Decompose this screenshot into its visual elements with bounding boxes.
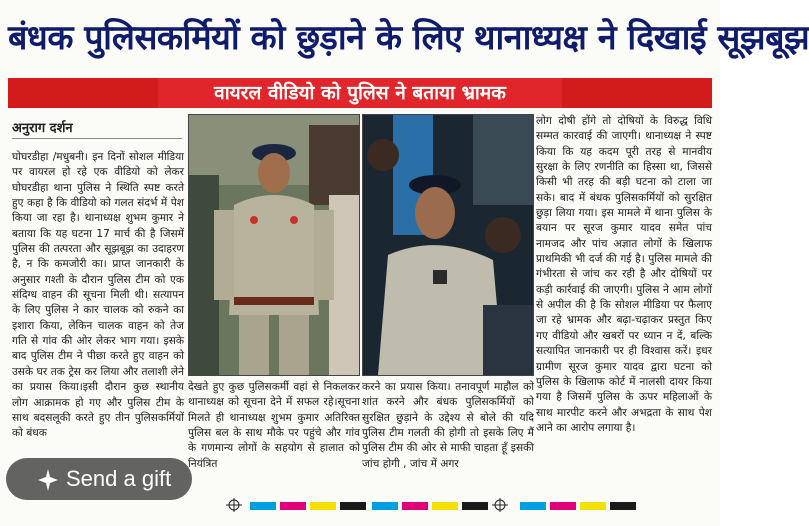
byline-rule <box>12 138 182 139</box>
registration-mark-magenta-2 <box>402 502 428 510</box>
registration-mark-yellow <box>310 502 336 510</box>
column-4-text: लोग दोषी होंगे तो दोषियों के विरुद्ध विधि सम्मत कारवाई की जाएगी। थानाध्यक्ष ने स्पष्ट किया कि यह कदम पूरी तरह से मानवीय सुरक्षा के लिए रणनीति का हिस्सा था, जिससे किसी भी तरह की बड़ी घटना को टाला जा सके। बाद में बंधक पुलिसकर्मियों को सुरक्षित छुड़ा लिया गया। इस मामले में थाना पुलिस के बयान पर सूरज कुमार यादव समेत पांच नामजद और पांच अज्ञात लोगों के खिलाफ प्राथमिकी भी दर्ज की गई है। पुलिस मामले की गंभीरता से जांच कर रही है और दोषियों पर कड़ी कार्रवाई की जाएगी। पुलिस ने आम लोगों से अपील की है कि सोशल मीडिया पर फैलाए जा रहे भ्रामक और बढ़ा-चढ़ाकर प्रस्तुत किए गए वीडियो और खबरों पर ध्यान न दें, बल्कि सत्यापित जानकारी पर ही विश्वास करें। इधर ग्रामीण सूरज कुमार यादव द्वारा घटना को पुलिस के खिलाफ कोर्ट में नालसी दायर किया गया है जिसमें पुलिस के ऊपर महिलाओं के साथ मारपीट करने और अभद्रता के साथ पेश आने का आरोप लगाया है। <box>536 115 712 434</box>
article-column-3 <box>362 380 534 484</box>
headline: बंधक पुलिसकर्मियों को छुड़ाने के लिए थानाध्यक्ष ने दिखाई सूझबूझ <box>8 18 809 58</box>
column-3-text: करने का प्रयास किया। तनावपूर्ण माहौल को शांत करने और बंधक पुलिसकर्मियों को सुरक्षित छुड़ाने के उद्देश्य से बोले की यदि पुलिस टीम गलती की होगी तो इसके लिए मैं पुलिस टीम की ओर से माफी चाहता हूँ इसकी जांच होगी , जांच में अगर <box>362 381 534 470</box>
police-night-illustration <box>363 115 533 375</box>
subheadline: वायरल वीडियो को पुलिस ने बताया भ्रामक <box>158 78 562 108</box>
registration-mark-cyan-2 <box>372 502 398 510</box>
registration-mark-yellow-2 <box>432 502 458 510</box>
article-column-1 <box>12 150 184 482</box>
police-officer-photo <box>188 114 360 376</box>
subheadline-bar <box>8 78 712 108</box>
registration-mark-black <box>340 502 366 510</box>
registration-mark-cyan <box>250 502 276 510</box>
police-officer-night-photo <box>362 114 534 376</box>
registration-mark-black-3 <box>610 502 636 510</box>
registration-mark-black-2 <box>462 502 488 510</box>
send-gift-label: Send a gift <box>66 466 172 491</box>
registration-mark-magenta <box>280 502 306 510</box>
registration-target-icon-2 <box>492 498 508 512</box>
article-column-4 <box>536 114 712 482</box>
registration-mark-magenta-3 <box>550 502 576 510</box>
byline: अनुराग दर्शन <box>12 121 73 136</box>
police-officer-illustration <box>189 115 359 375</box>
gift-icon <box>36 468 60 492</box>
registration-target-icon <box>226 498 242 512</box>
registration-mark-cyan-3 <box>520 502 546 510</box>
send-gift-button[interactable] <box>6 458 192 500</box>
column-2-text: देखते हुए कुछ पुलिसकर्मी वहां से निकलकर थानाध्यक्ष को सूचना देने में सफल रहे।सूचना मिलते ही थानाध्यक्ष शुभम कुमार अतिरिक्त पुलिस बल के साथ मौके पर पहुंचे और गांव के गणमान्य लोगों के सहयोग से हालात को नियंत्रित <box>188 381 360 470</box>
article-column-2 <box>188 380 360 484</box>
registration-mark-yellow-3 <box>580 502 606 510</box>
column-1-text: घोघरडीहा /मधुबनी। इन दिनों सोशल मीडिया पर वायरल हो रहे एक वीडियो को लेकर घोघरडीहा थाना पुलिस ने स्थिति स्पष्ट करते हुए कहा है कि वीडियो को गलत संदर्भ में पेश किया जा रहा है। थानाध्यक्ष शुभम कुमार ने बताया कि यह घटना 17 मार्च की है जिसमें पुलिस की तत्परता और सूझबूझ का उदाहरण है, न कि कमजोरी का। प्राप्त जानकारी के अनुसार गश्ती के दौरान पुलिस टीम को एक संदिग्ध वाहन की सूचना मिली थी। सत्यापन के लिए पुलिस ने कार चालक को रुकने का इशारा किया, लेकिन चालक वाहन को तेज गति से गांव की ओर लेकर भाग गया। इसके बाद पुलिस टीम ने पीछा करते हुए वाहन को उसके घर तक ट्रेस कर लिया और तलाशी लेने का प्रयास किया।इसी दौरान कुछ स्थानीय लोग आक्रामक हो गए और पुलिस टीम के साथ बदसलूकी करते हुए तीन पुलिसकर्मियों को बंधक <box>12 151 184 440</box>
